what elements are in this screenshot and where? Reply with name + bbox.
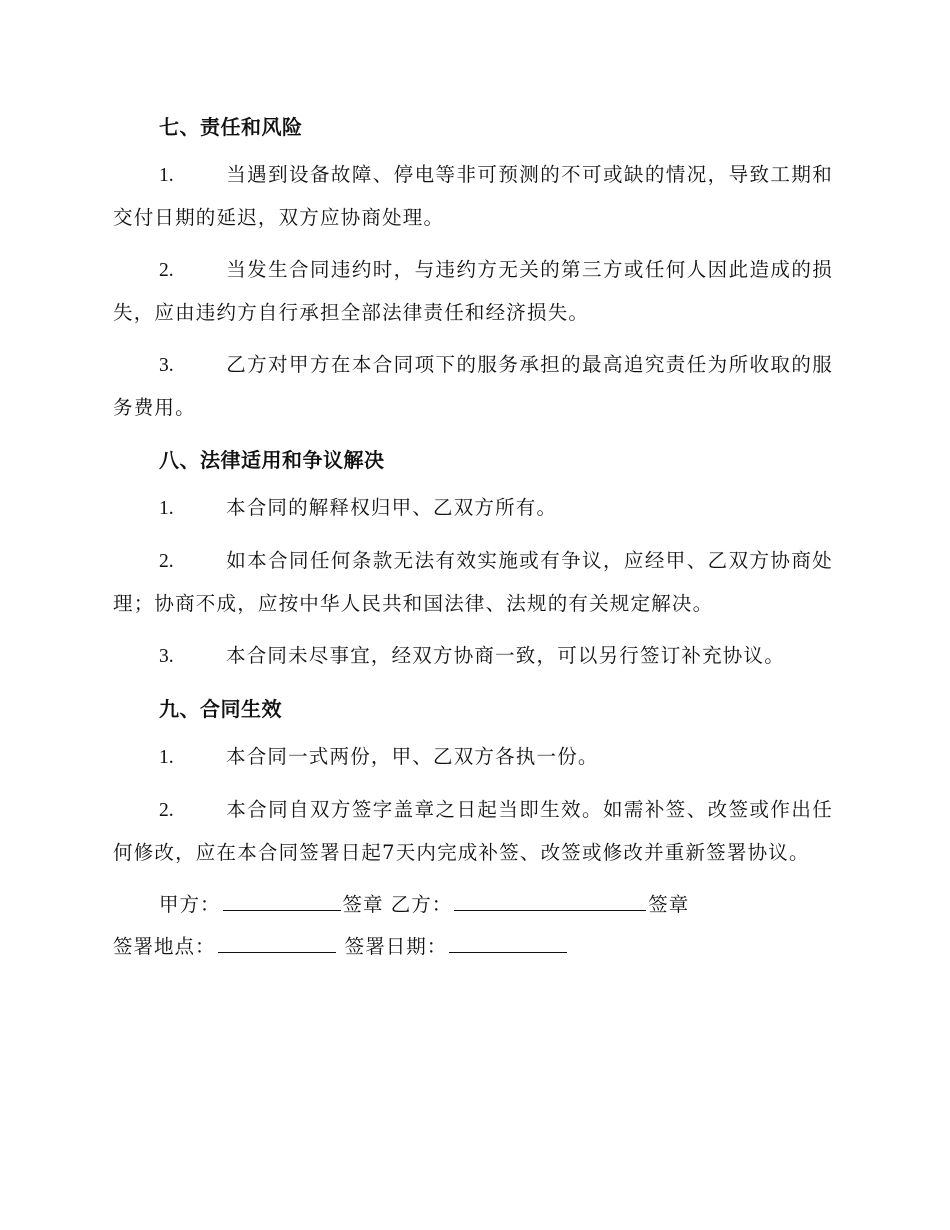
section-heading-8: 八、法律适用和争议解决 xyxy=(159,448,385,472)
signature-line-place-date xyxy=(113,926,833,968)
party-b-signature-blank[interactable] xyxy=(454,888,646,911)
clause-text: 如本合同任何条款无法有效实施或有争议，应经甲、乙双方协商处理；协商不成，应按中华人民共和国法律、法规的有关规定解决。 xyxy=(113,549,833,615)
clause-text: 本合同自双方签字盖章之日起当即生效。如需补签、改签或作出任何修改，应在本合同签署日起7天内完成补签、改签或修改并重新签署协议。 xyxy=(113,798,833,864)
section-heading-9: 九、合同生效 xyxy=(159,697,282,721)
clause-9-1 xyxy=(113,736,833,779)
clause-text: 本合同的解释权归甲、乙双方所有。 xyxy=(226,496,558,519)
clause-7-3 xyxy=(113,344,833,429)
party-a-signature-blank[interactable] xyxy=(223,888,341,911)
clause-number: 2. xyxy=(159,551,174,572)
clause-8-3 xyxy=(113,635,833,678)
section-heading-7: 七、责任和风险 xyxy=(159,115,303,139)
contract-page xyxy=(113,106,833,968)
clause-number: 1. xyxy=(159,498,174,519)
signature-line-parties xyxy=(113,884,833,926)
clause-text: 本合同一式两份，甲、乙双方各执一份。 xyxy=(226,745,599,768)
party-b-seal-label: 签章 xyxy=(648,893,690,916)
clause-text: 乙方对甲方在本合同项下的服务承担的最高追究责任为所收取的服务费用。 xyxy=(113,353,833,419)
party-a-label: 甲方： xyxy=(159,893,221,916)
signing-date-blank[interactable] xyxy=(449,930,567,953)
clause-text: 当遇到设备故障、停电等非可预测的不可或缺的情况，导致工期和交付日期的延迟，双方应协商处理。 xyxy=(113,163,833,229)
signing-place-label: 签署地点： xyxy=(113,935,216,958)
clause-7-2 xyxy=(113,249,833,334)
clause-7-1 xyxy=(113,154,833,239)
clause-number: 3. xyxy=(159,355,174,376)
clause-number: 2. xyxy=(159,260,174,281)
clause-text: 当发生合同违约时，与违约方无关的第三方或任何人因此造成的损失，应由违约方自行承担全部法律责任和经济损失。 xyxy=(113,258,833,324)
party-b-label: 乙方： xyxy=(390,893,453,916)
clause-number: 1. xyxy=(159,165,174,186)
clause-9-2 xyxy=(113,789,833,874)
clause-8-1 xyxy=(113,487,833,530)
clause-number: 1. xyxy=(159,747,174,768)
clause-8-2 xyxy=(113,540,833,625)
clause-number: 2. xyxy=(159,800,174,821)
signing-place-blank[interactable] xyxy=(218,930,336,953)
party-a-seal-label: 签章 xyxy=(342,893,384,916)
signing-date-label: 签署日期： xyxy=(344,935,448,958)
clause-number: 3. xyxy=(159,646,174,667)
clause-text: 本合同未尽事宜，经双方协商一致，可以另行签订补充协议。 xyxy=(226,644,785,667)
